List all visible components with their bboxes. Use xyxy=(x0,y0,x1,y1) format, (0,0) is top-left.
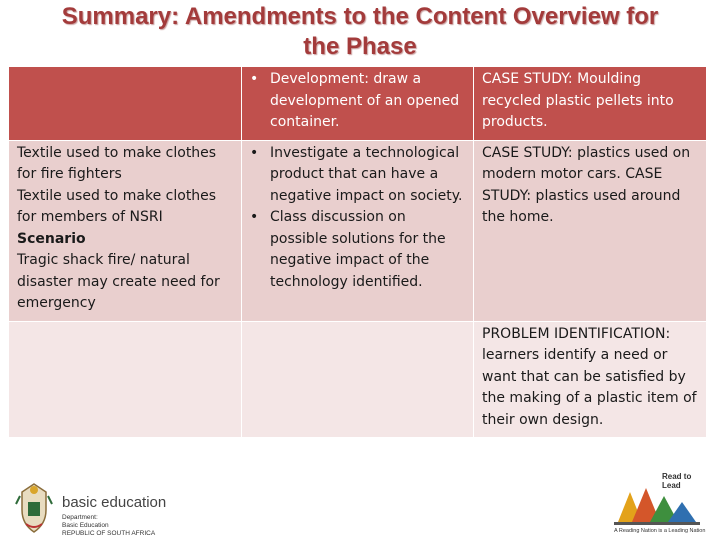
text-line: Tragic shack fire/ natural disaster may create need for emergency xyxy=(17,252,220,311)
table-row xyxy=(9,140,707,321)
scenario-label: Scenario xyxy=(17,230,86,247)
list-item: • Development: draw a development of an opened container. xyxy=(270,69,467,134)
table-cell xyxy=(474,140,707,321)
list-item: • Class discussion on possible solutions for the negative impact of the technology identified. xyxy=(270,207,467,293)
read-to-lead-title: Read to Lead xyxy=(662,472,692,490)
text-line: Textile used to make clothes for fire fighters xyxy=(17,144,217,182)
case-study-text: CASE STUDY: plastics used on modern motor cars. CASE STUDY: plastics used around the home. xyxy=(482,144,691,225)
table-cell xyxy=(9,140,242,321)
bullet-list xyxy=(250,143,467,294)
table-row xyxy=(9,67,707,141)
coat-of-arms-icon xyxy=(14,480,54,536)
table-cell xyxy=(242,140,474,321)
table-cell xyxy=(242,67,474,141)
title-line-1: Summary: Amendments to the Content Overview for xyxy=(61,3,659,30)
table-cell xyxy=(9,67,242,141)
read-to-lead-tagline: A Reading Nation is a Leading Nation xyxy=(614,528,706,534)
bullet-list xyxy=(250,69,467,134)
title-line-2: the Phase xyxy=(303,33,417,60)
basic-education-logo xyxy=(14,480,254,538)
table-cell xyxy=(474,321,707,438)
logo-name: basic education xyxy=(62,494,167,511)
case-study-text: CASE STUDY: Moulding recycled plastic pellets into products. xyxy=(482,71,674,130)
problem-identification-text: PROBLEM IDENTIFICATION: learners identify a need or want that can be satisfied by the making of a plastic item of their own design. xyxy=(482,325,697,428)
logo-department: Department: Basic Education REPUBLIC OF SOUTH AFRICA xyxy=(62,514,156,537)
page-title xyxy=(0,2,720,62)
table-cell xyxy=(474,67,707,141)
read-to-lead-logo xyxy=(610,470,710,536)
content-overview-table xyxy=(8,66,707,438)
list-item: • Investigate a technological product that can have a negative impact on society. xyxy=(270,143,467,208)
table-cell xyxy=(242,321,474,438)
table-cell xyxy=(9,321,242,438)
text-line: Textile used to make clothes for members of NSRI xyxy=(17,187,217,225)
table-row xyxy=(9,321,707,438)
